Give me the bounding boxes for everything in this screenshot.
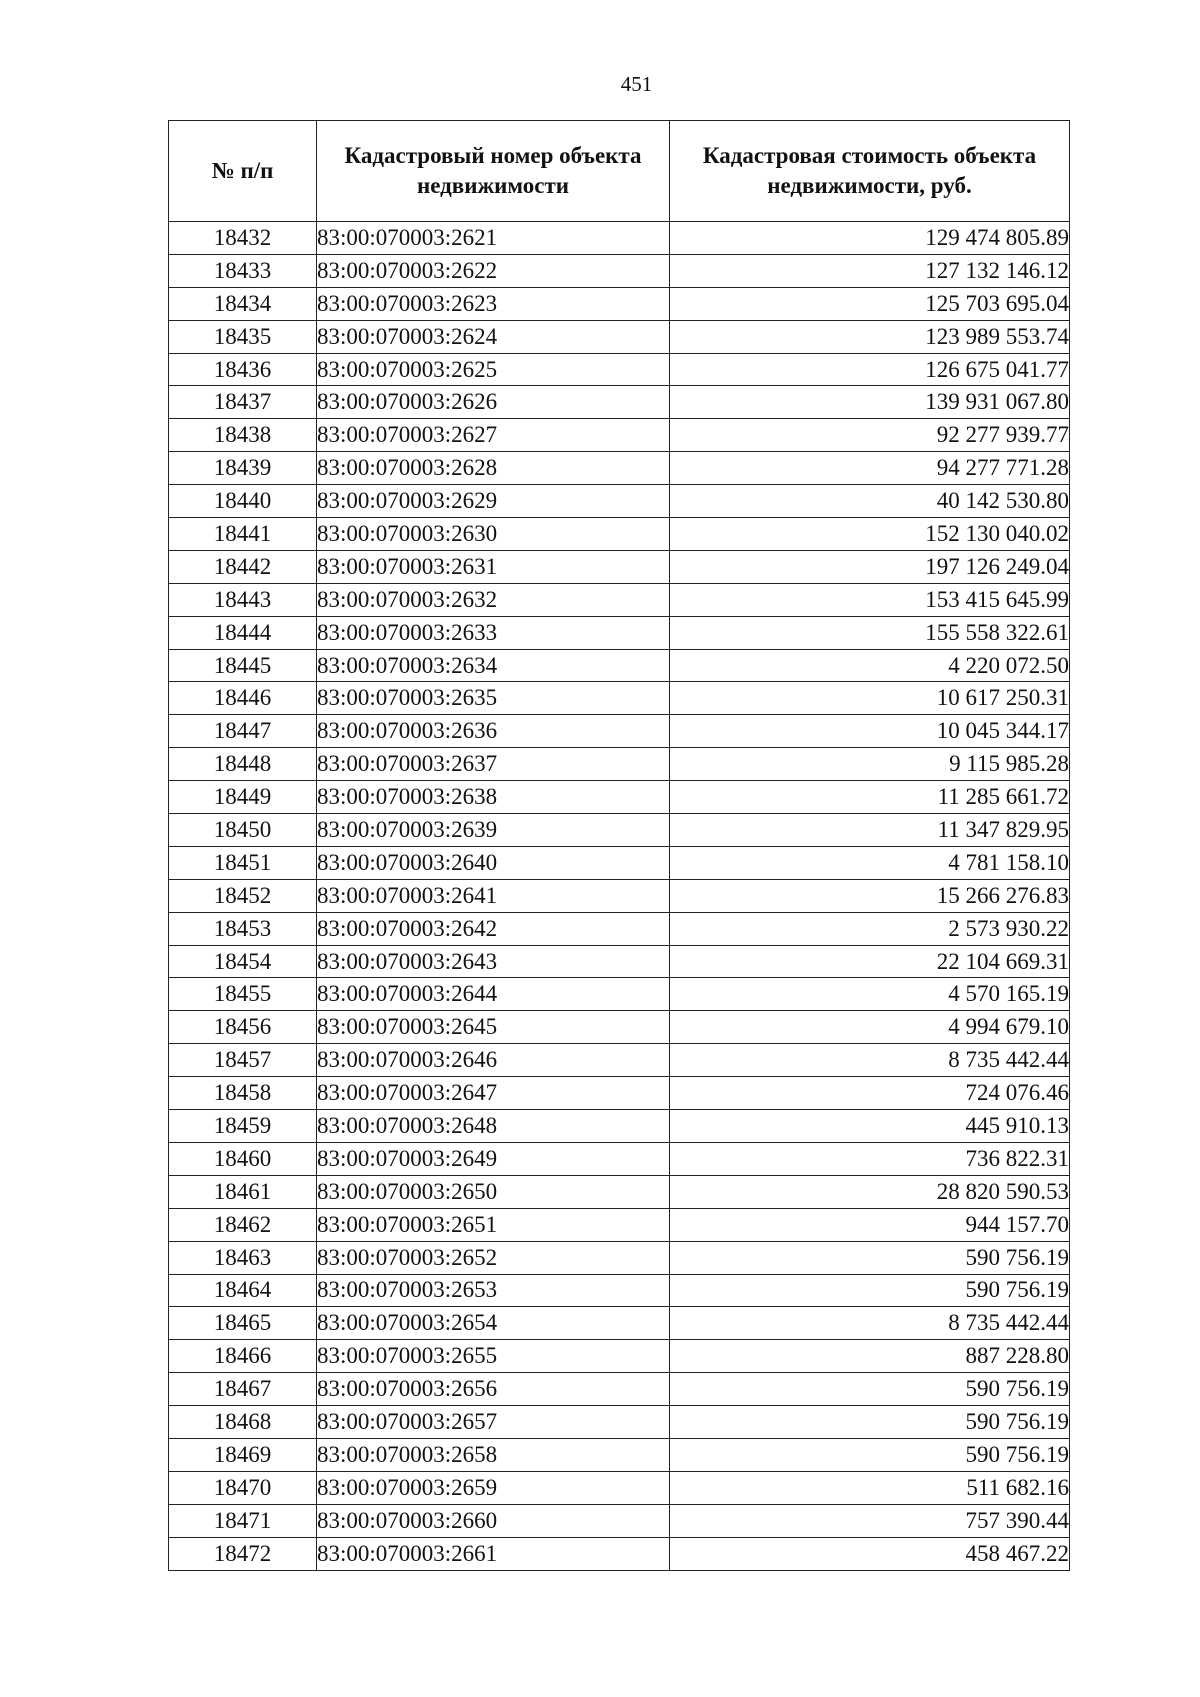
- cadastral-number-cell: 83:00:070003:2631: [317, 550, 670, 583]
- cadastral-number-cell: 83:00:070003:2642: [317, 912, 670, 945]
- cadastral-value-cell: 590 756.19: [670, 1274, 1070, 1307]
- cadastral-value-cell: 8 735 442.44: [670, 1307, 1070, 1340]
- cadastral-number-cell: 83:00:070003:2635: [317, 682, 670, 715]
- cadastral-value-cell: 22 104 669.31: [670, 945, 1070, 978]
- cadastral-value-cell: 11 285 661.72: [670, 781, 1070, 814]
- row-number-cell: 18439: [169, 452, 317, 485]
- cadastral-number-cell: 83:00:070003:2640: [317, 846, 670, 879]
- table-row: [169, 1175, 1070, 1208]
- row-number-cell: 18436: [169, 353, 317, 386]
- cadastral-number-cell: 83:00:070003:2650: [317, 1175, 670, 1208]
- cadastral-number-cell: 83:00:070003:2630: [317, 518, 670, 551]
- cadastral-number-cell: 83:00:070003:2644: [317, 978, 670, 1011]
- row-number-cell: 18445: [169, 649, 317, 682]
- cadastral-value-cell: 10 617 250.31: [670, 682, 1070, 715]
- cadastral-number-cell: 83:00:070003:2661: [317, 1537, 670, 1570]
- table-row: [169, 1340, 1070, 1373]
- table-row: [169, 781, 1070, 814]
- table-row: [169, 419, 1070, 452]
- cadastral-value-cell: 4 220 072.50: [670, 649, 1070, 682]
- row-number-cell: 18464: [169, 1274, 317, 1307]
- row-number-cell: 18462: [169, 1208, 317, 1241]
- cadastral-number-cell: 83:00:070003:2643: [317, 945, 670, 978]
- cadastral-value-cell: 736 822.31: [670, 1142, 1070, 1175]
- cadastral-number-cell: 83:00:070003:2621: [317, 222, 670, 255]
- cadastral-value-cell: 445 910.13: [670, 1110, 1070, 1143]
- row-number-cell: 18461: [169, 1175, 317, 1208]
- table-header: [169, 121, 1070, 222]
- row-number-cell: 18452: [169, 879, 317, 912]
- cadastral-number-cell: 83:00:070003:2629: [317, 485, 670, 518]
- table-row: [169, 879, 1070, 912]
- cadastral-number-cell: 83:00:070003:2656: [317, 1373, 670, 1406]
- cadastral-value-cell: 155 558 322.61: [670, 616, 1070, 649]
- row-number-cell: 18438: [169, 419, 317, 452]
- cadastral-value-cell: 590 756.19: [670, 1406, 1070, 1439]
- table-row: [169, 978, 1070, 1011]
- cadastral-value-cell: 153 415 645.99: [670, 583, 1070, 616]
- row-number-cell: 18444: [169, 616, 317, 649]
- cadastral-number-cell: 83:00:070003:2638: [317, 781, 670, 814]
- header-row: [169, 121, 1070, 222]
- row-number-cell: 18469: [169, 1438, 317, 1471]
- row-number-cell: 18459: [169, 1110, 317, 1143]
- row-number-cell: 18453: [169, 912, 317, 945]
- cadastral-value-cell: 511 682.16: [670, 1471, 1070, 1504]
- row-number-cell: 18458: [169, 1077, 317, 1110]
- table-row: [169, 1110, 1070, 1143]
- cadastral-number-cell: 83:00:070003:2649: [317, 1142, 670, 1175]
- table-row: [169, 287, 1070, 320]
- row-number-cell: 18466: [169, 1340, 317, 1373]
- cadastral-number-cell: 83:00:070003:2657: [317, 1406, 670, 1439]
- table-row: [169, 254, 1070, 287]
- cadastral-value-cell: 92 277 939.77: [670, 419, 1070, 452]
- table-row: [169, 583, 1070, 616]
- row-number-cell: 18442: [169, 550, 317, 583]
- cadastral-value-cell: 590 756.19: [670, 1438, 1070, 1471]
- row-number-cell: 18463: [169, 1241, 317, 1274]
- cadastral-value-cell: 458 467.22: [670, 1537, 1070, 1570]
- table-row: [169, 649, 1070, 682]
- row-number-cell: 18468: [169, 1406, 317, 1439]
- row-number-cell: 18449: [169, 781, 317, 814]
- table-row: [169, 1406, 1070, 1439]
- cadastral-value-cell: 15 266 276.83: [670, 879, 1070, 912]
- cadastral-number-cell: 83:00:070003:2623: [317, 287, 670, 320]
- table-row: [169, 1077, 1070, 1110]
- cadastral-value-cell: 2 573 930.22: [670, 912, 1070, 945]
- row-number-cell: 18437: [169, 386, 317, 419]
- cadastral-value-cell: 40 142 530.80: [670, 485, 1070, 518]
- cadastral-number-cell: 83:00:070003:2659: [317, 1471, 670, 1504]
- table-row: [169, 1471, 1070, 1504]
- table-row: [169, 1438, 1070, 1471]
- table-row: [169, 452, 1070, 485]
- header-row-number: № п/п: [169, 121, 317, 222]
- table-row: [169, 550, 1070, 583]
- row-number-cell: 18447: [169, 715, 317, 748]
- cadastral-number-cell: 83:00:070003:2634: [317, 649, 670, 682]
- table-row: [169, 1241, 1070, 1274]
- cadastral-number-cell: 83:00:070003:2636: [317, 715, 670, 748]
- row-number-cell: 18446: [169, 682, 317, 715]
- cadastral-number-cell: 83:00:070003:2639: [317, 814, 670, 847]
- row-number-cell: 18455: [169, 978, 317, 1011]
- table-row: [169, 912, 1070, 945]
- table-row: [169, 1537, 1070, 1570]
- row-number-cell: 18456: [169, 1011, 317, 1044]
- cadastral-value-cell: 129 474 805.89: [670, 222, 1070, 255]
- cadastral-value-cell: 4 781 158.10: [670, 846, 1070, 879]
- table-row: [169, 222, 1070, 255]
- row-number-cell: 18441: [169, 518, 317, 551]
- cadastral-value-cell: 724 076.46: [670, 1077, 1070, 1110]
- row-number-cell: 18443: [169, 583, 317, 616]
- cadastral-number-cell: 83:00:070003:2653: [317, 1274, 670, 1307]
- cadastral-number-cell: 83:00:070003:2637: [317, 748, 670, 781]
- cadastral-value-cell: 757 390.44: [670, 1504, 1070, 1537]
- page-number: 451: [620, 72, 653, 96]
- cadastral-number-cell: 83:00:070003:2633: [317, 616, 670, 649]
- cadastral-number-cell: 83:00:070003:2647: [317, 1077, 670, 1110]
- row-number-cell: 18440: [169, 485, 317, 518]
- row-number-cell: 18450: [169, 814, 317, 847]
- table-row: [169, 386, 1070, 419]
- row-number-cell: 18435: [169, 320, 317, 353]
- row-number-cell: 18470: [169, 1471, 317, 1504]
- table-row: [169, 1504, 1070, 1537]
- cadastral-value-cell: 28 820 590.53: [670, 1175, 1070, 1208]
- table-row: [169, 320, 1070, 353]
- cadastral-number-cell: 83:00:070003:2628: [317, 452, 670, 485]
- cadastral-value-cell: 197 126 249.04: [670, 550, 1070, 583]
- cadastral-value-table: [168, 120, 1070, 1571]
- table-row: [169, 1274, 1070, 1307]
- cadastral-number-cell: 83:00:070003:2646: [317, 1044, 670, 1077]
- cadastral-value-cell: 126 675 041.77: [670, 353, 1070, 386]
- row-number-cell: 18432: [169, 222, 317, 255]
- row-number-cell: 18460: [169, 1142, 317, 1175]
- table-row: [169, 748, 1070, 781]
- cadastral-number-cell: 83:00:070003:2641: [317, 879, 670, 912]
- table-row: [169, 1208, 1070, 1241]
- row-number-cell: 18433: [169, 254, 317, 287]
- header-cadastral-number: Кадастровый номер объекта недвижимости: [317, 121, 670, 222]
- cadastral-number-cell: 83:00:070003:2632: [317, 583, 670, 616]
- cadastral-value-cell: 4 994 679.10: [670, 1011, 1070, 1044]
- cadastral-value-cell: 11 347 829.95: [670, 814, 1070, 847]
- cadastral-value-cell: 4 570 165.19: [670, 978, 1070, 1011]
- table-row: [169, 1142, 1070, 1175]
- table-body: [169, 222, 1070, 1571]
- table-row: [169, 715, 1070, 748]
- cadastral-number-cell: 83:00:070003:2651: [317, 1208, 670, 1241]
- header-cadastral-value: Кадастровая стоимость объекта недвижимости, руб.: [670, 121, 1070, 222]
- cadastral-value-cell: 590 756.19: [670, 1373, 1070, 1406]
- cadastral-value-cell: 94 277 771.28: [670, 452, 1070, 485]
- cadastral-number-cell: 83:00:070003:2627: [317, 419, 670, 452]
- cadastral-value-cell: 590 756.19: [670, 1241, 1070, 1274]
- row-number-cell: 18472: [169, 1537, 317, 1570]
- table-row: [169, 518, 1070, 551]
- table-row: [169, 1373, 1070, 1406]
- row-number-cell: 18434: [169, 287, 317, 320]
- cadastral-number-cell: 83:00:070003:2652: [317, 1241, 670, 1274]
- row-number-cell: 18451: [169, 846, 317, 879]
- cadastral-number-cell: 83:00:070003:2622: [317, 254, 670, 287]
- cadastral-value-cell: 887 228.80: [670, 1340, 1070, 1373]
- cadastral-value-cell: 139 931 067.80: [670, 386, 1070, 419]
- cadastral-number-cell: 83:00:070003:2655: [317, 1340, 670, 1373]
- cadastral-number-cell: 83:00:070003:2624: [317, 320, 670, 353]
- cadastral-number-cell: 83:00:070003:2660: [317, 1504, 670, 1537]
- cadastral-value-cell: 123 989 553.74: [670, 320, 1070, 353]
- cadastral-number-cell: 83:00:070003:2626: [317, 386, 670, 419]
- table-row: [169, 1044, 1070, 1077]
- table-row: [169, 1011, 1070, 1044]
- table-row: [169, 846, 1070, 879]
- cadastral-number-cell: 83:00:070003:2625: [317, 353, 670, 386]
- cadastral-value-cell: 8 735 442.44: [670, 1044, 1070, 1077]
- cadastral-number-cell: 83:00:070003:2645: [317, 1011, 670, 1044]
- cadastral-value-cell: 152 130 040.02: [670, 518, 1070, 551]
- table-row: [169, 945, 1070, 978]
- table-row: [169, 682, 1070, 715]
- row-number-cell: 18471: [169, 1504, 317, 1537]
- cadastral-value-cell: 127 132 146.12: [670, 254, 1070, 287]
- cadastral-number-cell: 83:00:070003:2658: [317, 1438, 670, 1471]
- row-number-cell: 18467: [169, 1373, 317, 1406]
- row-number-cell: 18465: [169, 1307, 317, 1340]
- cadastral-value-cell: 944 157.70: [670, 1208, 1070, 1241]
- cadastral-value-cell: 9 115 985.28: [670, 748, 1070, 781]
- cadastral-number-cell: 83:00:070003:2654: [317, 1307, 670, 1340]
- table-row: [169, 616, 1070, 649]
- cadastral-value-cell: 125 703 695.04: [670, 287, 1070, 320]
- row-number-cell: 18454: [169, 945, 317, 978]
- cadastral-number-cell: 83:00:070003:2648: [317, 1110, 670, 1143]
- table-row: [169, 1307, 1070, 1340]
- table-row: [169, 485, 1070, 518]
- row-number-cell: 18448: [169, 748, 317, 781]
- table-row: [169, 814, 1070, 847]
- table-row: [169, 353, 1070, 386]
- row-number-cell: 18457: [169, 1044, 317, 1077]
- cadastral-value-cell: 10 045 344.17: [670, 715, 1070, 748]
